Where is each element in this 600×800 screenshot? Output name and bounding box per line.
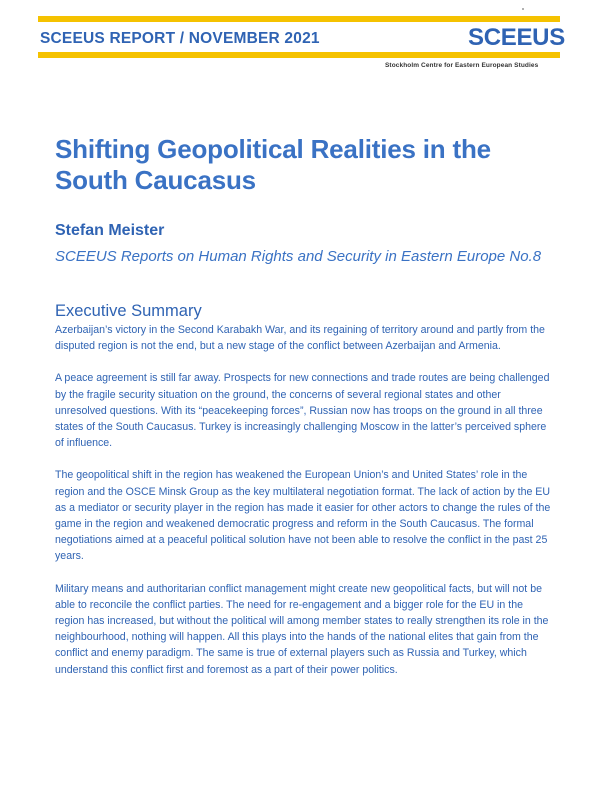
author-name: Stefan Meister xyxy=(55,222,165,239)
paragraph: Azerbaijan’s victory in the Second Karabakh War, and its regaining of territory around and partly from the disputed region is not the end, but a new stage of the conflict between Azerbaijan and Armenia. xyxy=(55,324,545,353)
document-title: Shifting Geopolitical Realities in the South Caucasus xyxy=(55,134,491,195)
summary-body xyxy=(55,322,553,694)
section-heading: Executive Summary xyxy=(55,302,202,320)
report-series: SCEEUS Reports on Human Rights and Security in Eastern Europe No.8 xyxy=(55,248,542,265)
speck xyxy=(522,8,524,10)
paragraph: The geopolitical shift in the region has weakened the European Union’s and United States’ role in the region and the OSCE Minsk Group as the key multilateral negotiation format. The lack of action by the EU as a mediator or security player in the region has made it easier for other actors to change the rules of the game in the region and weakened democratic progress and reform in the South Caucasus. The formal negotiations aimed at a peaceful political solution have not been able to resolve the conflict in the past 25 years. xyxy=(55,469,551,563)
logo-tagline: Stockholm Centre for Eastern European Studies xyxy=(385,62,539,69)
sceeus-logo: SCEEUS xyxy=(468,24,565,51)
header-accent-bar xyxy=(38,52,560,58)
top-accent-bar xyxy=(38,16,560,22)
report-line: SCEEUS REPORT / NOVEMBER 2021 xyxy=(40,30,320,47)
paragraph: A peace agreement is still far away. Prospects for new connections and trade routes are being challenged by the fragile security situation on the ground, the concerns of several regional states and other unresolved questions. With its “peacekeeping forces”, Russian now has troops on the ground in all three states of the South Caucasus. Turkey is increasingly challenging Moscow in the latter’s perceived sphere of influence. xyxy=(55,372,550,450)
paragraph: Military means and authoritarian conflict management might create new geopolitical facts, but will not be able to reconcile the conflict parties. The need for re-engagement and a bigger role for the EU in the region has increased, but without the political will among member states to really strengthen its role in the neighbourhood, nothing will happen. All this plays into the hands of the national elites that gain from the conflict and enemy paradigm. The same is true of external players such as Russia and Turkey, which understand this conflict first and foremost as a part of their power politics. xyxy=(55,582,549,676)
